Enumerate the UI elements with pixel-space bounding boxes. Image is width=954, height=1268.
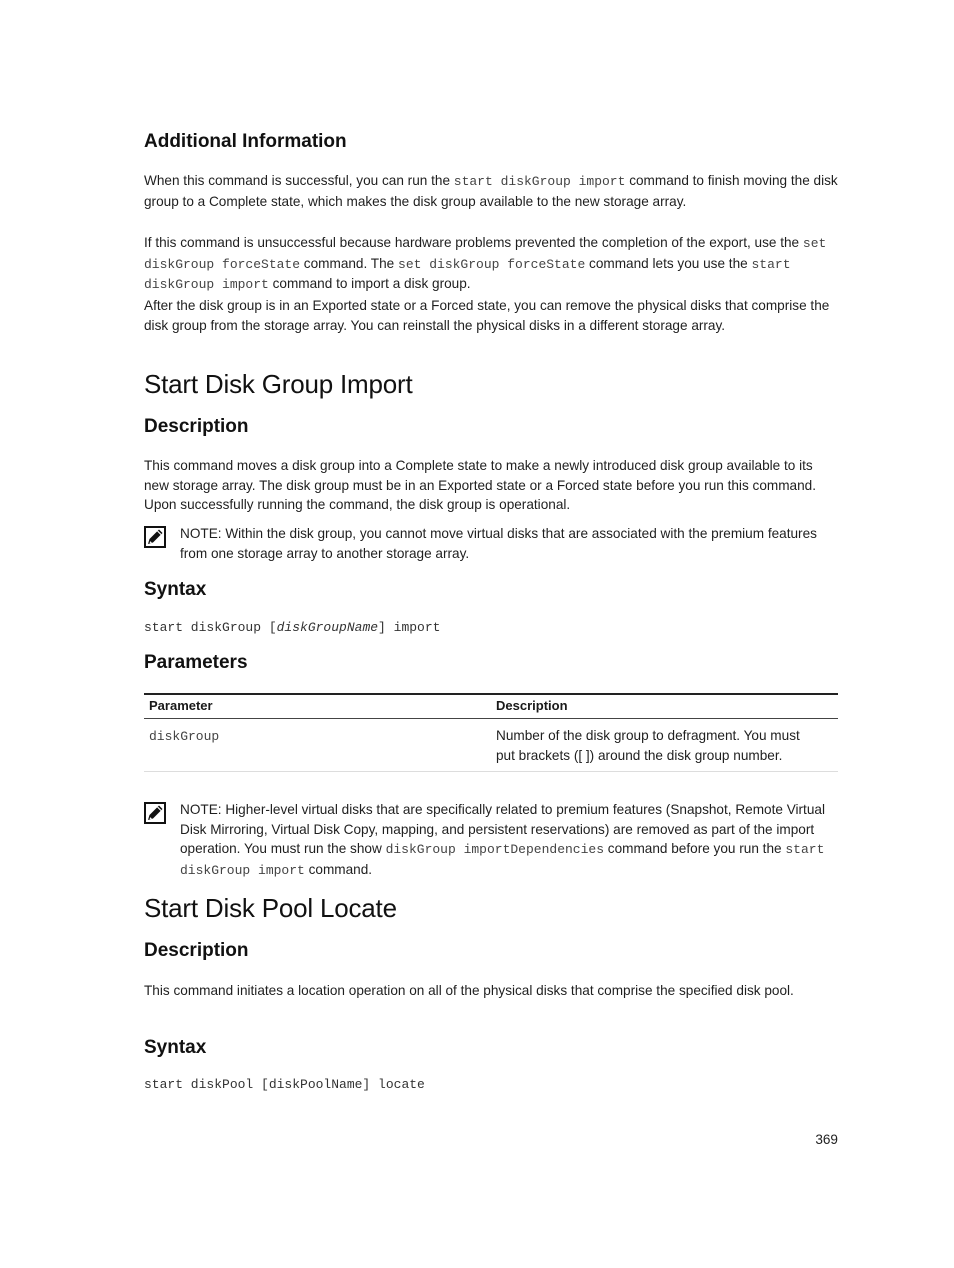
table-header-description: Description	[491, 694, 838, 719]
additional-info-heading: Additional Information	[144, 131, 347, 152]
inline-code: set diskGroup forceState	[144, 236, 827, 272]
section-title-start-disk-pool-locate: Start Disk Pool Locate	[144, 893, 397, 923]
table-row	[144, 719, 838, 772]
syntax-code	[144, 620, 838, 635]
note-text	[180, 800, 840, 880]
table-cell-parameter	[144, 719, 491, 772]
table-cell-description: Number of the disk group to defragment. You must put brackets ([ ]) around the disk group number.	[491, 719, 838, 772]
inline-code: start diskGroup import	[144, 256, 791, 292]
inline-code: start diskGroup import	[453, 174, 626, 189]
syntax-code: start diskPool [diskPoolName] locate	[144, 1077, 425, 1092]
text: command. The	[300, 255, 399, 271]
syntax-heading: Syntax	[144, 579, 207, 600]
description-paragraph: This command moves a disk group into a Complete state to make a newly introduced disk group available to its new storage array. The disk group must be in an Exported state or a Forced state before you run this command. Upon successfully running the command, the disk group is operational.	[144, 458, 816, 512]
code-param: diskGroupName	[276, 620, 379, 635]
text: When this command is successful, you can run the	[144, 173, 454, 188]
parameters-table	[144, 693, 838, 772]
text: Higher-level virtual disks that are specifically related to premium features (Snapshot, Remote Virtual Disk Mirroring, Virtual Disk Copy, mapping, and persistent reservations) are removed as part of the import operation. You must run the show	[180, 802, 825, 856]
code-text: start diskGroup [	[144, 620, 277, 635]
note-label: NOTE:	[180, 802, 222, 817]
inline-code: start diskGroup import	[180, 842, 825, 878]
text: command.	[304, 861, 373, 877]
inline-code: set diskGroup forceState	[398, 256, 586, 272]
description-heading: Description	[144, 416, 249, 437]
code-text: ] import	[378, 620, 441, 635]
note-pencil-icon	[144, 802, 166, 824]
parameters-heading: Parameters	[144, 652, 248, 673]
additional-info-paragraph-3: After the disk group is in an Exported state or a Forced state, you can remove the physical disks that comprise the disk group from the storage array. You can reinstall the physical disks in a different storage array.	[144, 298, 830, 333]
text: command before you run the	[604, 841, 786, 856]
section-title-start-disk-group-import: Start Disk Group Import	[144, 369, 413, 399]
text: Within the disk group, you cannot move virtual disks that are associated with the premium features from one storage array to another storage array.	[180, 526, 817, 561]
text: If this command is unsuccessful because hardware problems prevented the completion of the export, use the	[144, 235, 803, 250]
note-label: NOTE:	[180, 526, 222, 541]
inline-code: diskGroup	[149, 729, 220, 744]
additional-info-paragraph-1	[144, 171, 838, 211]
table-header-row	[144, 694, 838, 719]
note-block	[144, 802, 838, 882]
additional-info-paragraph-2	[144, 233, 838, 295]
note-block	[144, 526, 838, 568]
description-paragraph: This command initiates a location operation on all of the physical disks that comprise the specified disk pool.	[144, 983, 794, 998]
note-text	[180, 524, 840, 563]
note-pencil-icon	[144, 526, 166, 548]
text: command lets you use the	[585, 255, 752, 271]
page-number: 369	[815, 1132, 838, 1147]
table-header-parameter: Parameter	[144, 694, 491, 719]
description-heading: Description	[144, 940, 249, 961]
syntax-heading: Syntax	[144, 1037, 207, 1058]
text: command to finish moving the disk group to a Complete state, which makes the disk group available to the new storage array.	[144, 173, 838, 209]
inline-code: diskGroup importDependencies	[385, 842, 604, 857]
text: command to import a disk group.	[268, 276, 471, 291]
